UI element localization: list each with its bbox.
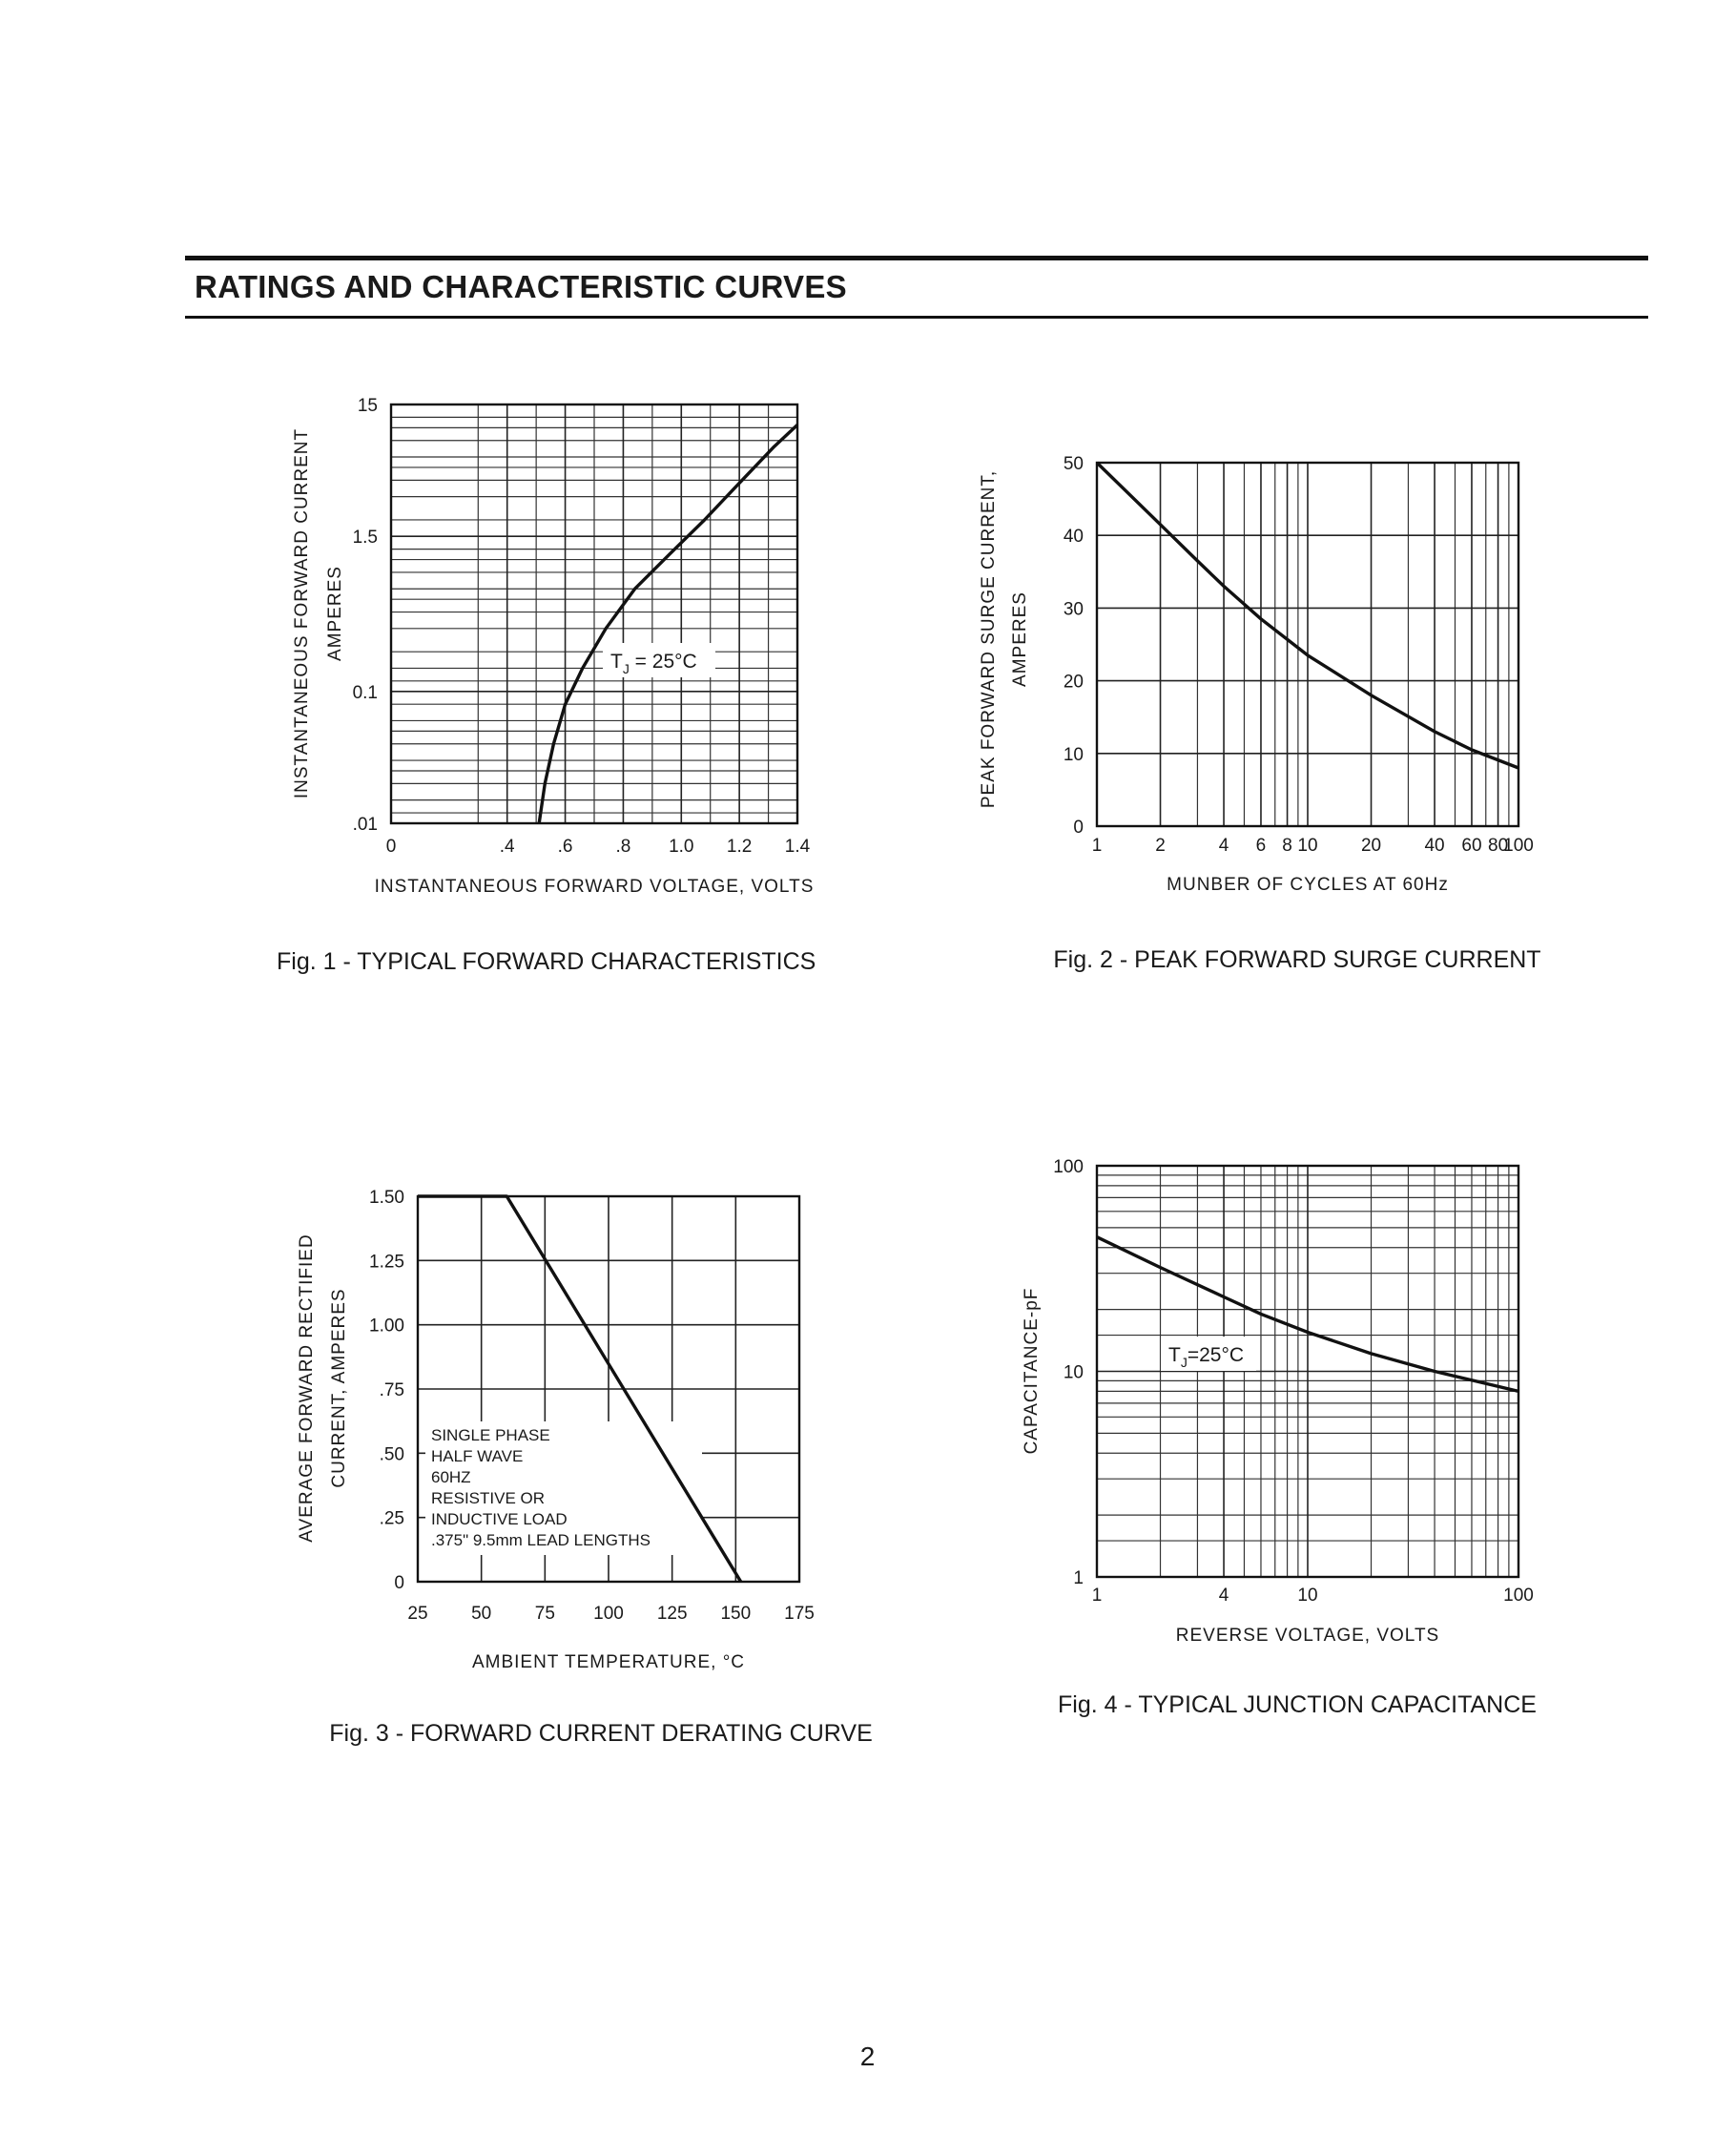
annotation-subscript: J [1180, 1355, 1188, 1370]
x-tick-label: 4 [1218, 1586, 1229, 1606]
x-tick-label: 20 [1360, 836, 1382, 856]
x-tick-label: 0 [385, 837, 397, 857]
x-tick-label: .4 [499, 837, 515, 857]
x-tick-label: 40 [1424, 836, 1445, 856]
annotation-value: =25°C [1187, 1344, 1245, 1366]
y-tick-label: 1.00 [369, 1316, 404, 1337]
y-tick-label: .50 [379, 1444, 404, 1465]
x-tick-label: 8 [1282, 836, 1292, 856]
y-axis-label: AMPERES [325, 566, 345, 661]
y-tick-label: .01 [352, 815, 378, 835]
x-tick-label: .6 [557, 837, 573, 857]
x-tick-label: 150 [720, 1604, 752, 1624]
y-axis-label: AVERAGE FORWARD RECTIFIED [297, 1233, 317, 1543]
series-line [539, 425, 797, 823]
x-tick-label: 1.4 [784, 837, 811, 857]
note-line: SINGLE PHASE [431, 1426, 550, 1444]
temperature-annotation [1168, 1344, 1244, 1370]
x-tick-label: 10 [1297, 1586, 1318, 1606]
y-tick-label: 0 [1073, 818, 1084, 838]
note-line: .375" 9.5mm LEAD LENGTHS [431, 1531, 651, 1549]
y-tick-label: 1.50 [369, 1188, 404, 1208]
figure-caption: Fig. 3 - FORWARD CURRENT DERATING CURVE [329, 1720, 873, 1747]
y-tick-label: 1.25 [369, 1252, 404, 1273]
y-axis-label: PEAK FORWARD SURGE CURRENT, [979, 469, 999, 809]
note-line: HALF WAVE [431, 1447, 524, 1465]
y-tick-label: 10 [1063, 1362, 1084, 1383]
annotation-symbol: T [1168, 1344, 1181, 1366]
x-tick-label: 100 [1503, 1586, 1534, 1606]
page-number: 2 [859, 2042, 876, 2071]
x-tick-label: 60 [1461, 836, 1482, 856]
x-tick-label: 100 [593, 1604, 624, 1624]
x-tick-label: 25 [407, 1604, 428, 1624]
note-line: INDUCTIVE LOAD [431, 1510, 568, 1528]
chart-2 [979, 454, 1541, 973]
x-tick-label: 1.2 [726, 837, 753, 857]
x-axis-label: REVERSE VOLTAGE, VOLTS [1175, 1626, 1440, 1646]
x-tick-label: 125 [656, 1604, 688, 1624]
chart-1 [277, 396, 816, 975]
figure-caption: Fig. 1 - TYPICAL FORWARD CHARACTERISTICS [277, 948, 816, 975]
chart-3 [297, 1188, 873, 1747]
y-tick-label: 0 [394, 1573, 404, 1593]
x-tick-label: 1 [1091, 836, 1103, 856]
y-tick-label: .25 [379, 1508, 404, 1529]
y-axis-label: CURRENT, AMPERES [329, 1288, 349, 1488]
y-axis-label: AMPERES [1010, 591, 1030, 687]
x-tick-label: 50 [471, 1604, 492, 1624]
x-axis-label: AMBIENT TEMPERATURE, °C [471, 1652, 746, 1672]
figure-caption: Fig. 4 - TYPICAL JUNCTION CAPACITANCE [1058, 1691, 1537, 1718]
y-tick-label: 10 [1063, 744, 1084, 765]
x-tick-label: 6 [1255, 836, 1267, 856]
y-axis-label: CAPACITANCE-pF [1022, 1287, 1042, 1455]
x-tick-label: 10 [1297, 836, 1318, 856]
y-tick-label: 1.5 [352, 528, 378, 549]
x-tick-label: 80 [1488, 836, 1509, 856]
figure-caption: Fig. 2 - PEAK FORWARD SURGE CURRENT [1053, 946, 1541, 973]
annotation-subscript: J [622, 661, 630, 676]
x-axis-label: INSTANTANEOUS FORWARD VOLTAGE, VOLTS [374, 877, 815, 897]
x-tick-label: 75 [534, 1604, 555, 1624]
note-line: 60HZ [431, 1468, 471, 1486]
x-tick-label: 4 [1218, 836, 1229, 856]
chart-4 [1022, 1157, 1537, 1718]
x-tick-label: 175 [784, 1604, 815, 1624]
y-tick-label: 1 [1073, 1568, 1084, 1588]
y-tick-label: .75 [379, 1380, 404, 1400]
y-tick-label: 50 [1063, 454, 1084, 474]
y-tick-label: 15 [357, 396, 378, 416]
x-tick-label: 1.0 [669, 837, 694, 857]
annotation-symbol: T [610, 651, 623, 673]
page-title: RATINGS AND CHARACTERISTIC CURVES [195, 269, 847, 304]
y-tick-label: 0.1 [352, 682, 378, 703]
x-axis-label: MUNBER OF CYCLES AT 60Hz [1167, 875, 1449, 895]
y-tick-label: 40 [1063, 527, 1084, 548]
y-tick-label: 20 [1063, 672, 1084, 693]
x-tick-label: 2 [1155, 836, 1166, 856]
note-line: RESISTIVE OR [431, 1489, 546, 1507]
y-tick-label: 30 [1063, 599, 1084, 620]
annotation-value: = 25°C [629, 651, 697, 673]
x-tick-label: 100 [1503, 836, 1534, 856]
x-tick-label: 1 [1091, 1586, 1103, 1606]
y-tick-label: 100 [1053, 1157, 1084, 1177]
x-tick-label: .8 [615, 837, 631, 857]
y-axis-label: INSTANTANEOUS FORWARD CURRENT [292, 427, 312, 799]
